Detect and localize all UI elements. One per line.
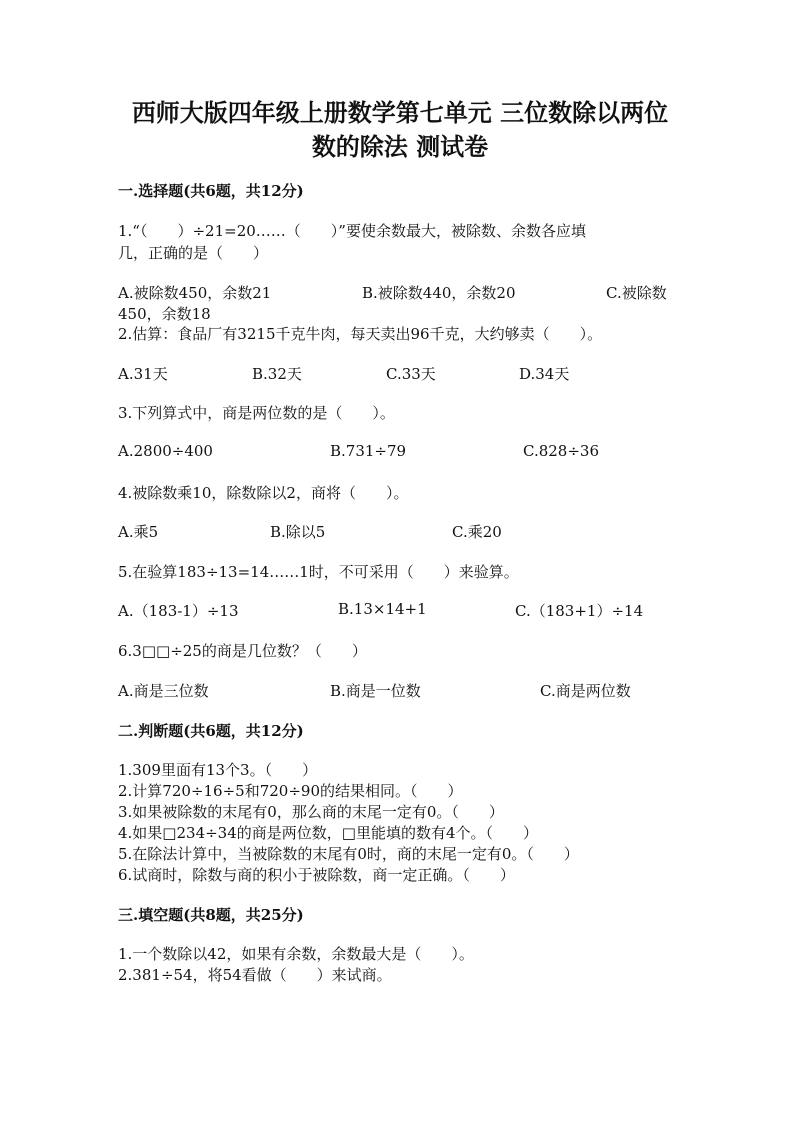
judge-item-2: 2.计算720÷16÷5和720÷90的结果相同。（ ）	[118, 782, 463, 800]
q1-text-line1: 1.“（ ）÷21=20……（ ）”要使余数最大，被除数、余数各应填	[118, 222, 586, 240]
q1-option-c-continued: 450，余数18	[118, 305, 211, 323]
q5-option-c: C.（183+1）÷14	[515, 602, 644, 620]
section2-heading: 二.判断题(共6题，共12分)	[118, 722, 304, 740]
q1-option-b: B.被除数440，余数20	[362, 284, 516, 302]
fill-item-1: 1.一个数除以42，如果有余数，余数最大是（ ）。	[118, 945, 474, 963]
judge-item-6: 6.试商时，除数与商的积小于被除数，商一定正确。（ ）	[118, 866, 515, 884]
q2-option-c: C.33天	[386, 365, 436, 383]
page-title-line1: 西师大版四年级上册数学第七单元 三位数除以两位	[131, 98, 669, 127]
judge-item-3: 3.如果被除数的末尾有0，那么商的末尾一定有0。（ ）	[118, 803, 504, 821]
q5-text: 5.在验算183÷13=14……1时，不可采用（ ）来验算。	[118, 563, 519, 581]
q5-option-a: A.（183-1）÷13	[118, 602, 239, 620]
q1-text-line2: 几，正确的是（ ）	[118, 244, 269, 262]
q6-option-a: A.商是三位数	[118, 682, 209, 700]
q2-option-b: B.32天	[252, 365, 302, 383]
q6-option-b: B.商是一位数	[330, 682, 421, 700]
fill-item-2: 2.381÷54，将54看做（ ）来试商。	[118, 966, 392, 984]
q2-text: 2.估算：食品厂有3215千克牛肉，每天卖出96千克，大约够卖（ ）。	[118, 325, 603, 343]
q1-option-a: A.被除数450，余数21	[118, 284, 272, 302]
q3-option-a: A.2800÷400	[118, 442, 213, 460]
judge-item-4: 4.如果□234÷34的商是两位数，□里能填的数有4个。（ ）	[118, 824, 538, 842]
q2-option-d: D.34天	[519, 365, 570, 383]
q4-text: 4.被除数乘10，除数除以2，商将（ ）。	[118, 484, 409, 502]
q5-option-b: B.13×14+1	[338, 600, 427, 618]
page-title-line2: 数的除法 测试卷	[311, 132, 489, 161]
q6-option-c: C.商是两位数	[540, 682, 631, 700]
q1-option-c: C.被除数	[606, 284, 667, 302]
q2-option-a: A.31天	[118, 365, 168, 383]
q3-option-b: B.731÷79	[330, 442, 407, 460]
judge-item-1: 1.309里面有13个3。（ ）	[118, 761, 318, 779]
section1-heading: 一.选择题(共6题，共12分)	[118, 182, 304, 200]
judge-item-5: 5.在除法计算中，当被除数的末尾有0时，商的末尾一定有0。（ ）	[118, 845, 579, 863]
q4-option-c: C.乘20	[452, 523, 502, 541]
section3-heading: 三.填空题(共8题，共25分)	[118, 906, 304, 924]
q4-option-b: B.除以5	[270, 523, 326, 541]
q6-text: 6.3□□÷25的商是几位数？（ ）	[118, 642, 367, 660]
q3-option-c: C.828÷36	[523, 442, 599, 460]
q4-option-a: A.乘5	[118, 523, 159, 541]
q3-text: 3.下列算式中，商是两位数的是（ ）。	[118, 404, 395, 422]
